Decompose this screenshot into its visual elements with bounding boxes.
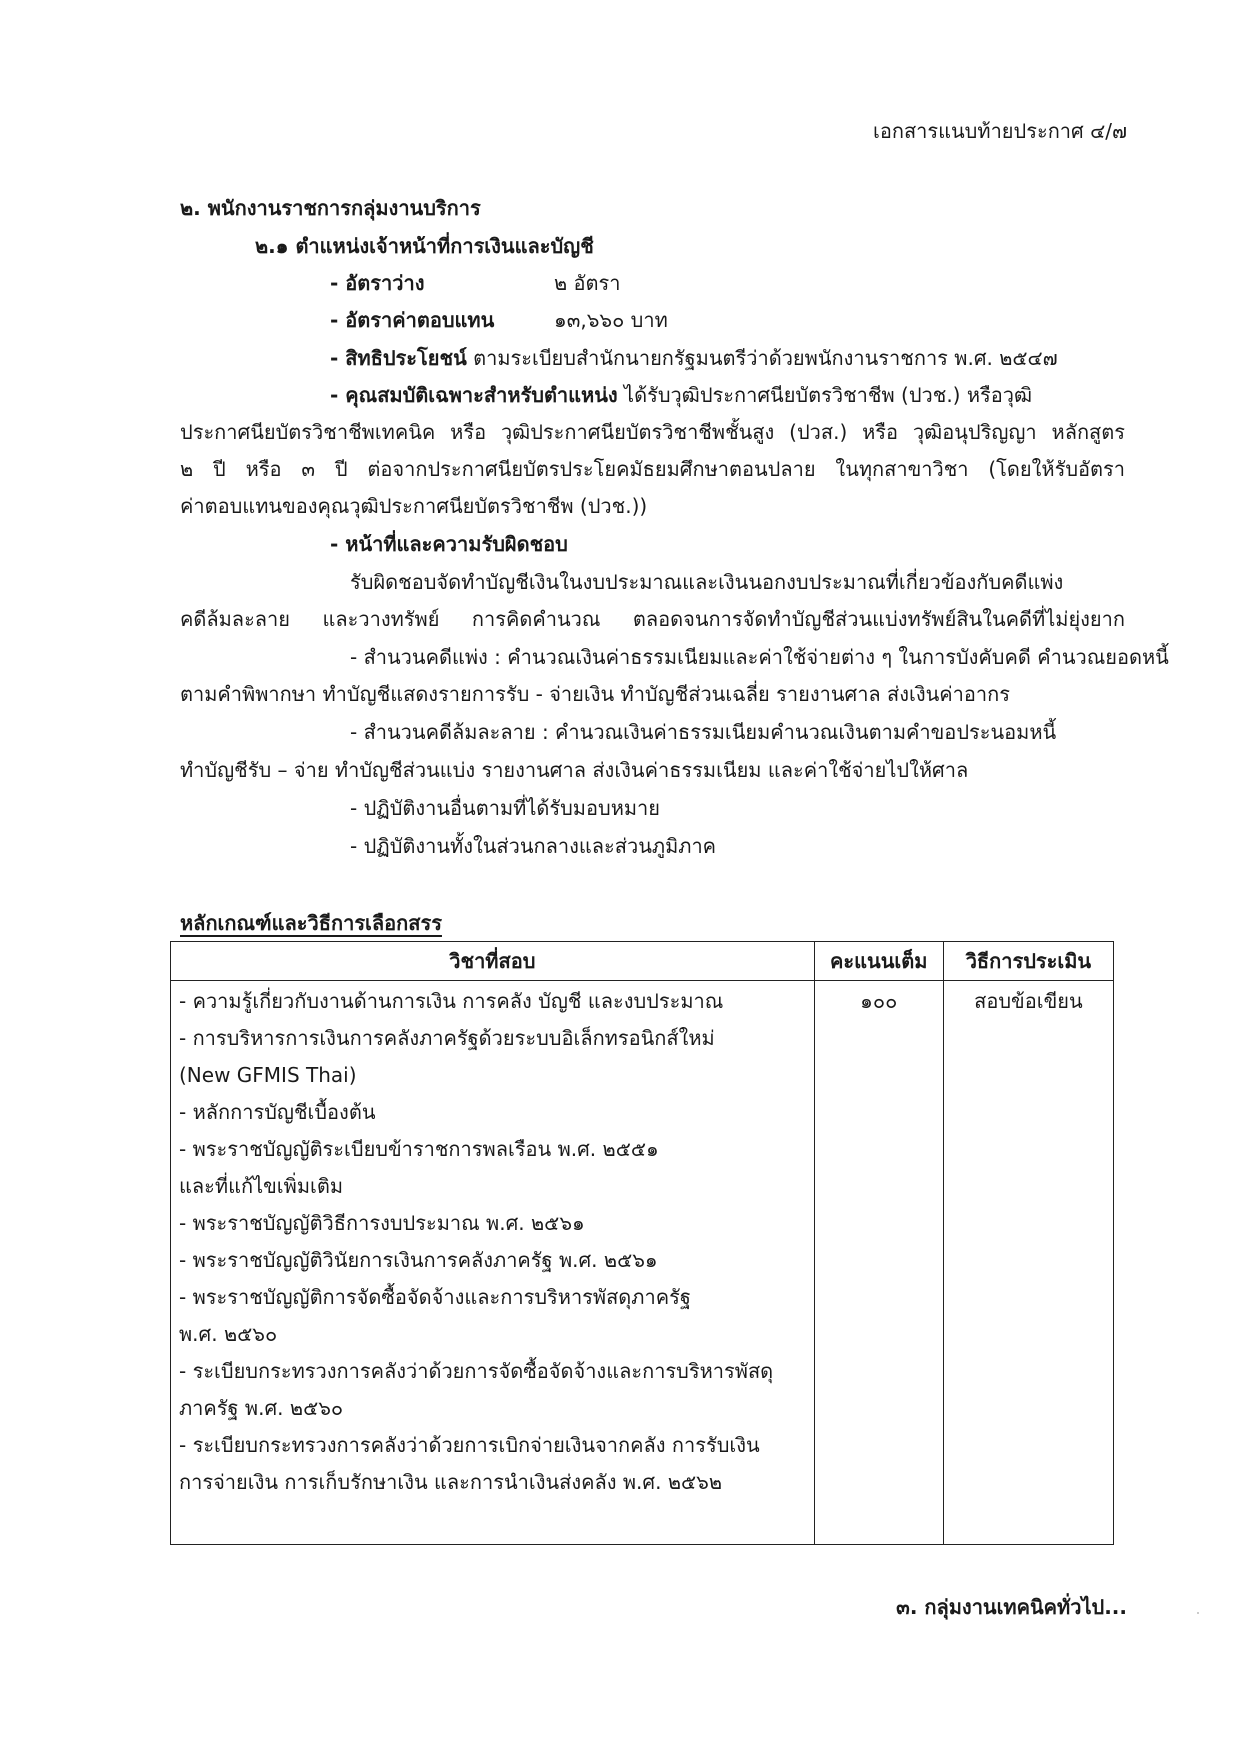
qualification-text-line4: ค่าตอบแทนของคุณวุฒิประกาศนียบัตรวิชาชีพ (ปวช.)) xyxy=(180,494,648,518)
qualification-text-line2: ประกาศนียบัตรวิชาชีพเทคนิค หรือ วุฒิประกาศนียบัตรวิชาชีพชั้นสูง (ปวส.) หรือ วุฒิอนุปริญญา หลักสูตร xyxy=(180,420,1125,444)
benefit-value: ตามระเบียบสำนักนายกรัฐมนตรีว่าด้วยพนักงานราชการ พ.ศ. ๒๕๔๗ xyxy=(473,346,1058,370)
score-column-header: คะแนนเต็ม xyxy=(814,942,943,981)
civil-case-duty-line1: - สำนวนคดีแพ่ง : คำนวณเงินค่าธรรมเนียมและค่าใช้จ่ายต่าง ๆ ในการบังคับคดี คำนวณยอดหนี้ xyxy=(350,645,1169,669)
civil-case-duty-line2: ตามคำพิพากษา ทำบัญชีแสดงรายการรับ - จ่ายเงิน ทำบัญชีส่วนเฉลี่ย รายงานศาล ส่งเงินค่าอากร xyxy=(180,682,1010,706)
bankruptcy-duty-line1: - สำนวนคดีล้มละลาย : คำนวณเงินค่าธรรมเนียมคำนวณเงินตามคำขอประนอมหนี้ xyxy=(350,720,1057,744)
subject-line: และที่แก้ไขเพิ่มเติม xyxy=(179,1174,344,1198)
bankruptcy-duty-line2: ทำบัญชีรับ – จ่าย ทำบัญชีส่วนแบ่ง รายงานศาล ส่งเงินค่าธรรมเนียม และค่าใช้จ่ายไปให้ศาล xyxy=(180,758,969,782)
continuation-note: ๓. กลุ่มงานเทคนิคทั่วไป... xyxy=(896,1595,1127,1619)
criteria-table xyxy=(170,941,1114,1545)
subject-line: - หลักการบัญชีเบื้องต้น xyxy=(179,1100,376,1124)
subject-line: พ.ศ. ๒๕๖๐ xyxy=(179,1322,278,1346)
table-header-row xyxy=(171,942,1114,981)
position-title: ๒.๑ ตำแหน่งเจ้าหน้าที่การเงินและบัญชี xyxy=(255,234,594,258)
subject-line: - พระราชบัญญัติวินัยการเงินการคลังภาครัฐ พ.ศ. ๒๕๖๑ xyxy=(179,1248,658,1272)
qualification-label: - คุณสมบัติเฉพาะสำหรับตำแหน่ง xyxy=(330,383,618,407)
subject-line: - พระราชบัญญัติการจัดซื้อจัดจ้างและการบริหารพัสดุภาครัฐ xyxy=(179,1285,691,1309)
criteria-heading: หลักเกณฑ์และวิธีการเลือกสรร xyxy=(180,911,442,935)
duties-label: - หน้าที่และความรับผิดชอบ xyxy=(330,532,568,556)
subject-line: - ความรู้เกี่ยวกับงานด้านการเงิน การคลัง บัญชี และงบประมาณ xyxy=(179,989,724,1013)
method-column-header: วิธีการประเมิน xyxy=(943,942,1113,981)
scan-speck xyxy=(1197,1612,1199,1614)
other-duty-assigned: - ปฏิบัติงานอื่นตามที่ได้รับมอบหมาย xyxy=(350,796,661,820)
vacancy-label: - อัตราว่าง xyxy=(330,271,425,295)
benefit-label: - สิทธิประโยชน์ xyxy=(330,346,467,370)
subject-line: - ระเบียบกระทรวงการคลังว่าด้วยการเบิกจ่ายเงินจากคลัง การรับเงิน xyxy=(179,1433,760,1457)
full-score-cell: ๑๐๐ xyxy=(814,981,943,1545)
salary-value: ๑๓,๖๖๐ บาท xyxy=(554,308,668,332)
section-heading: ๒. พนักงานราชการกลุ่มงานบริการ xyxy=(180,196,481,220)
qualification-text-line3: ๒ ปี หรือ ๓ ปี ต่อจากประกาศนียบัตรประโยคมัธยมศึกษาตอนปลาย ในทุกสาขาวิชา (โดยให้รับอัตรา xyxy=(180,457,1125,481)
subject-line: - พระราชบัญญัติระเบียบข้าราชการพลเรือน พ.ศ. ๒๕๕๑ xyxy=(179,1137,659,1161)
subject-line: - การบริหารการเงินการคลังภาครัฐด้วยระบบอิเล็กทรอนิกส์ใหม่ xyxy=(179,1026,715,1050)
subject-line: การจ่ายเงิน การเก็บรักษาเงิน และการนำเงินส่งคลัง พ.ศ. ๒๕๖๒ xyxy=(179,1470,723,1494)
document-reference: เอกสารแนบท้ายประกาศ ๔/๗ xyxy=(872,119,1127,143)
subject-list-cell xyxy=(171,981,815,1545)
benefit-row xyxy=(330,340,1058,377)
table-row xyxy=(171,981,1114,1545)
qualification-row xyxy=(330,377,1032,414)
subject-line: - พระราชบัญญัติวิธีการงบประมาณ พ.ศ. ๒๕๖๑ xyxy=(179,1211,585,1235)
other-duty-region: - ปฏิบัติงานทั้งในส่วนกลางและส่วนภูมิภาค xyxy=(350,834,717,858)
qualification-text-line1: ได้รับวุฒิประกาศนียบัตรวิชาชีพ (ปวช.) หรือวุฒิ xyxy=(624,383,1033,407)
duties-text-line2: คดีล้มละลาย และวางทรัพย์ การคิดคำนวณ ตลอดจนการจัดทำบัญชีส่วนแบ่งทรัพย์สินในคดีที่ไม่ยุ่งยาก xyxy=(180,607,1125,631)
vacancy-value: ๒ อัตรา xyxy=(554,271,621,295)
salary-label: - อัตราค่าตอบแทน xyxy=(330,308,495,332)
subject-line: - ระเบียบกระทรวงการคลังว่าด้วยการจัดซื้อจัดจ้างและการบริหารพัสดุ xyxy=(179,1359,774,1383)
evaluation-method-cell: สอบข้อเขียน xyxy=(943,981,1113,1545)
duties-text-line1: รับผิดชอบจัดทำบัญชีเงินในงบประมาณและเงินนอกงบประมาณที่เกี่ยวข้องกับคดีแพ่ง xyxy=(350,570,1064,594)
subject-column-header: วิชาที่สอบ xyxy=(171,942,815,981)
subject-line: ภาครัฐ พ.ศ. ๒๕๖๐ xyxy=(179,1396,344,1420)
subject-line: (New GFMIS Thai) xyxy=(179,1063,357,1087)
